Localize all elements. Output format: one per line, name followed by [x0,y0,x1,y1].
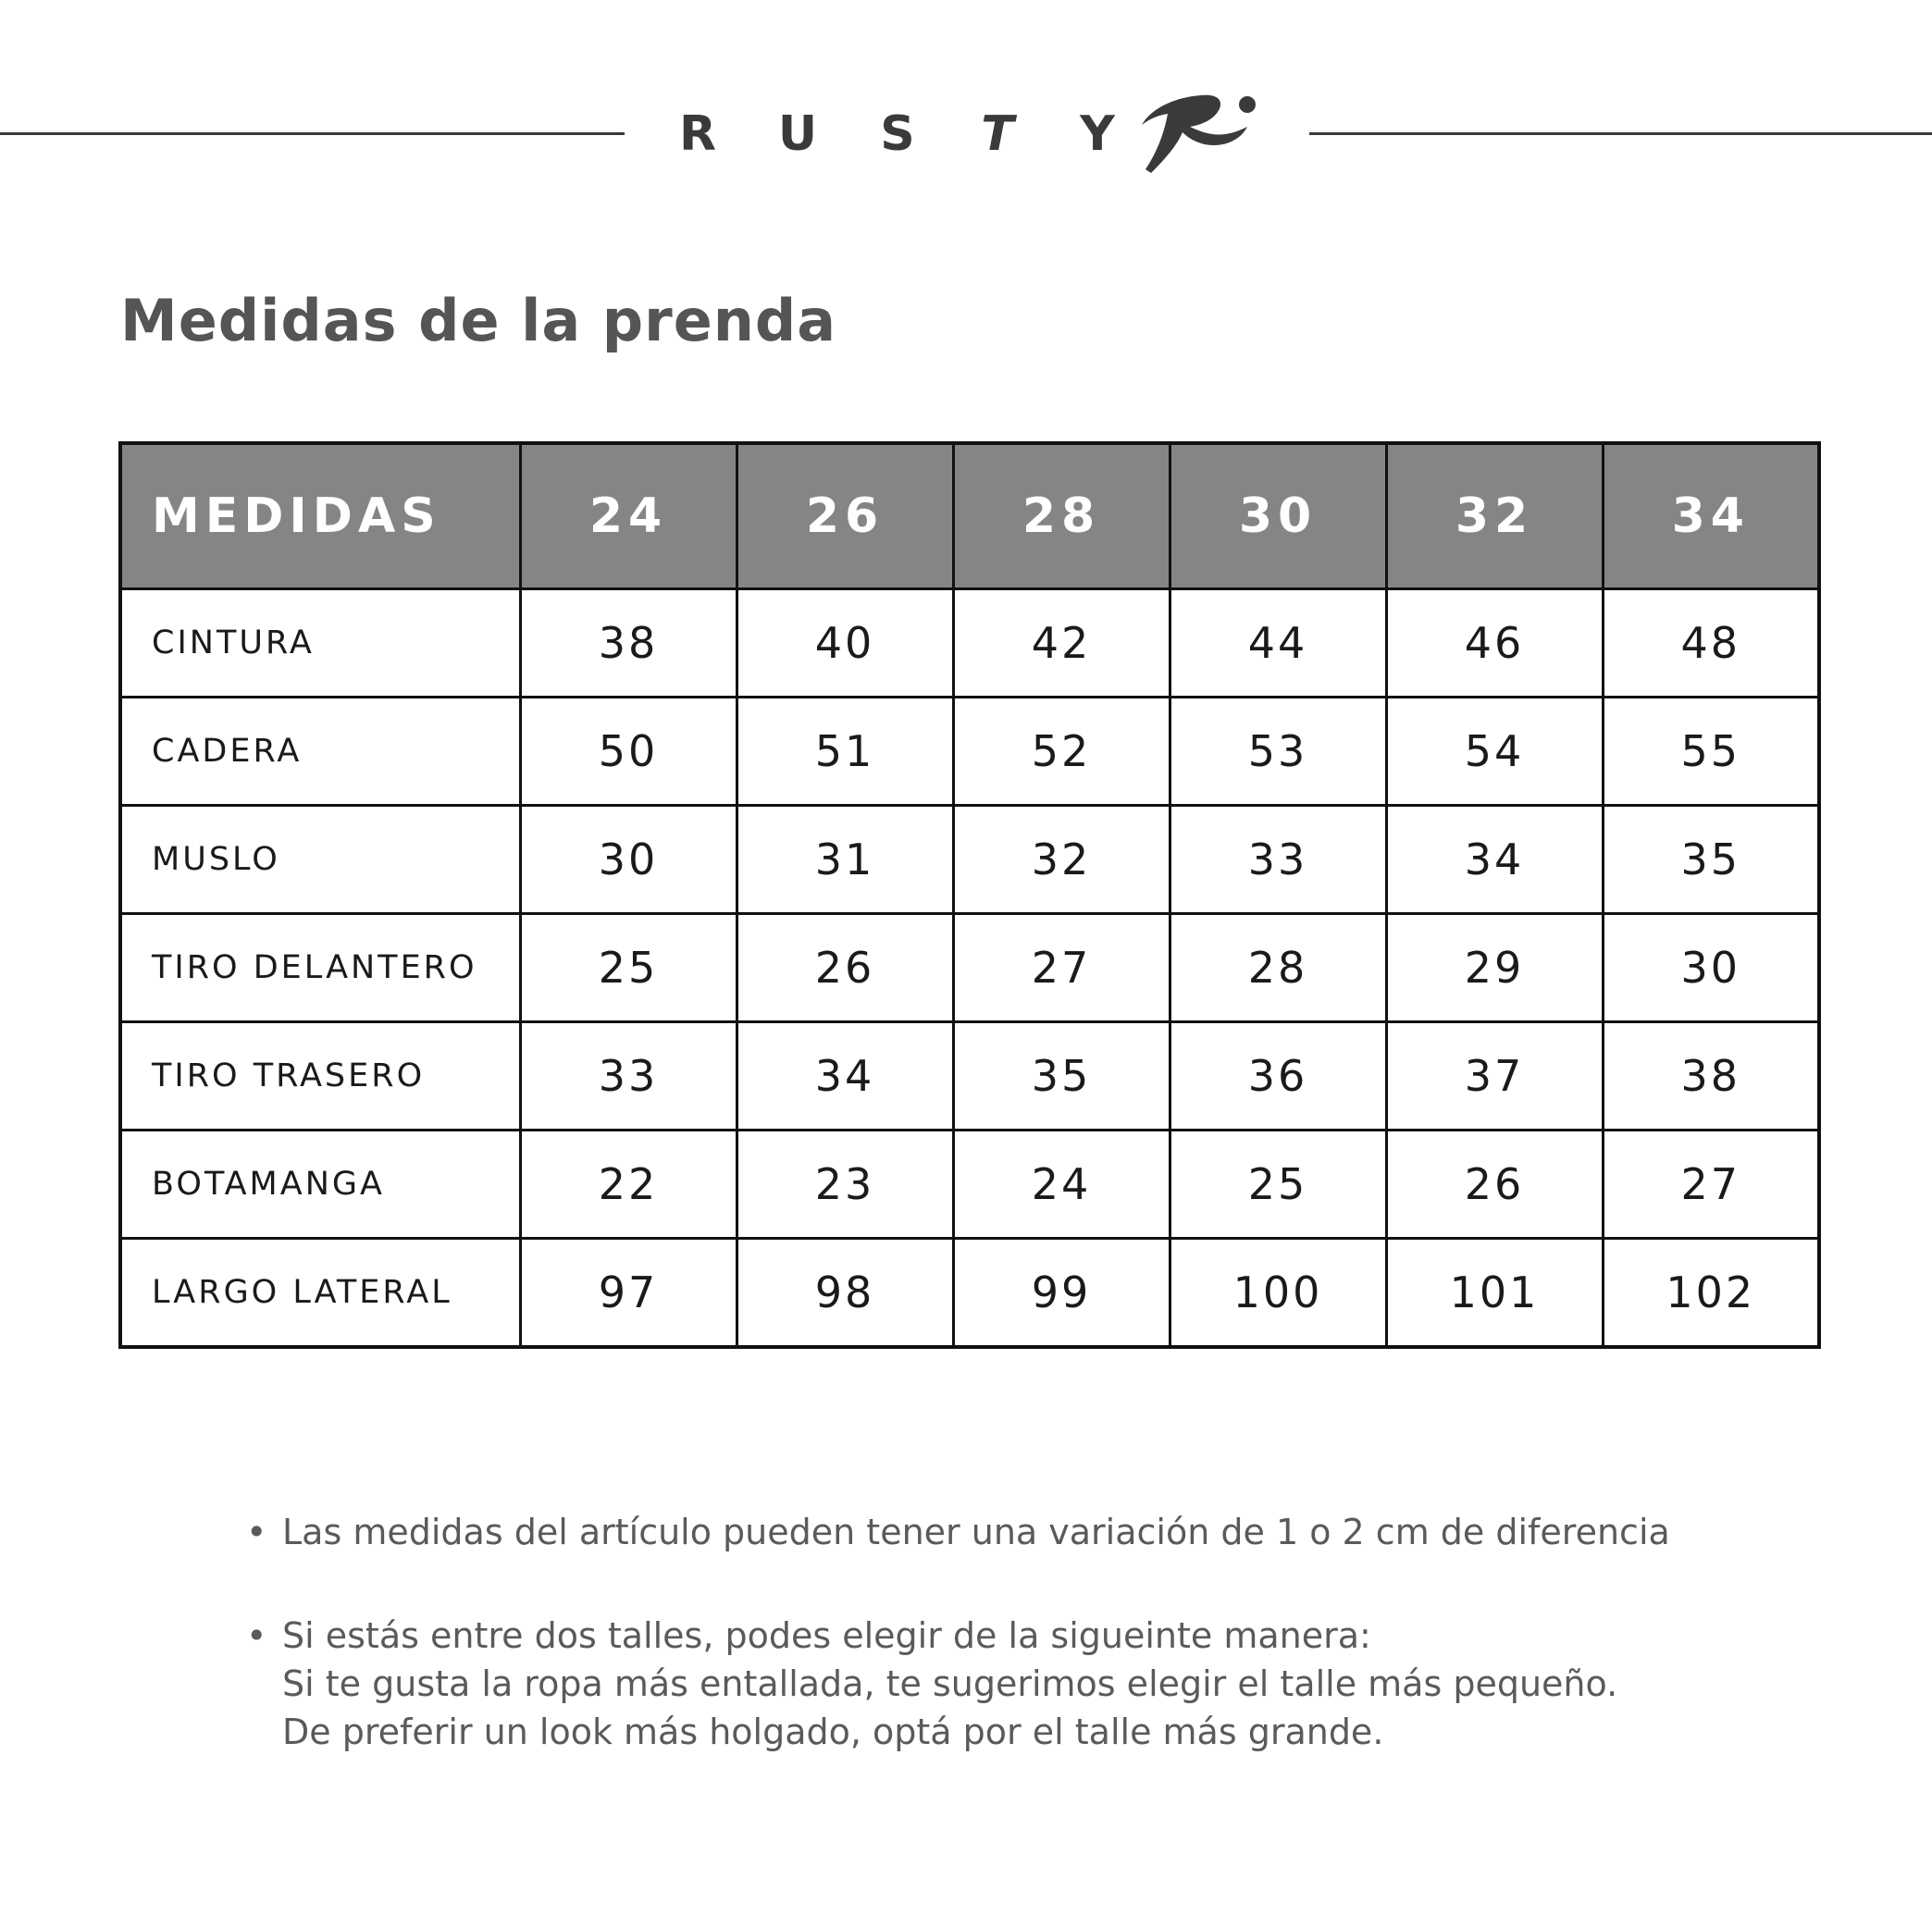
header-size: 34 [1603,443,1819,589]
table-row [120,589,1819,698]
row-label: BOTAMANGA [120,1131,520,1239]
table-cell: 27 [1603,1131,1819,1239]
table-cell: 44 [1170,589,1386,698]
table-cell: 22 [520,1131,737,1239]
table-cell: 32 [953,806,1170,914]
brand-letter: R [678,106,717,162]
table-cell: 28 [1170,914,1386,1022]
table-cell: 98 [737,1239,953,1348]
note-text: Si te gusta la ropa más entallada, te sugerimos elegir el talle más pequeño. [282,1663,1618,1704]
header-size: 30 [1170,443,1386,589]
note-text: Si estás entre dos talles, podes elegir de la sigueinte manera: [282,1615,1371,1656]
table-cell: 26 [1386,1131,1603,1239]
brand-divider-left [0,132,625,135]
table-row [120,806,1819,914]
note-text: De preferir un look más holgado, optá por el talle más grande. [282,1712,1384,1752]
note-item [241,1612,1758,1756]
table-cell: 101 [1386,1239,1603,1348]
table-cell: 30 [520,806,737,914]
notes-list [241,1508,1758,1811]
header-size: 26 [737,443,953,589]
note-item [241,1508,1758,1556]
table-cell: 34 [1386,806,1603,914]
table-cell: 31 [737,806,953,914]
table-row [120,1131,1819,1239]
row-label: TIRO TRASERO [120,1022,520,1131]
row-label: LARGO LATERAL [120,1239,520,1348]
table-cell: 42 [953,589,1170,698]
row-label: CINTURA [120,589,520,698]
table-cell: 40 [737,589,953,698]
table-cell: 48 [1603,589,1819,698]
brand-header [0,88,1932,180]
table-cell: 26 [737,914,953,1022]
brand-letter: T [981,106,1014,162]
row-label: MUSLO [120,806,520,914]
table-cell: 55 [1603,698,1819,806]
table-cell: 38 [520,589,737,698]
table-cell: 33 [1170,806,1386,914]
note-text: Las medidas del artículo pueden tener una variación de 1 o 2 cm de diferencia [282,1512,1670,1552]
table-cell: 38 [1603,1022,1819,1131]
bullet-icon: • [246,1615,267,1656]
header-size: 32 [1386,443,1603,589]
table-cell: 36 [1170,1022,1386,1131]
table-cell: 29 [1386,914,1603,1022]
table-cell: 25 [520,914,737,1022]
table-cell: 23 [737,1131,953,1239]
table-cell: 37 [1386,1022,1603,1131]
table-cell: 25 [1170,1131,1386,1239]
table-row [120,698,1819,806]
rusty-r-logo-icon [1129,88,1268,176]
table-cell: 99 [953,1239,1170,1348]
brand-letter: Y [1080,106,1115,162]
table-cell: 102 [1603,1239,1819,1348]
header-size: 28 [953,443,1170,589]
table-cell: 50 [520,698,737,806]
table-cell: 54 [1386,698,1603,806]
header-size: 24 [520,443,737,589]
table-row [120,1022,1819,1131]
row-label: CADERA [120,698,520,806]
table-cell: 24 [953,1131,1170,1239]
table-cell: 52 [953,698,1170,806]
table-cell: 35 [1603,806,1819,914]
table-cell: 27 [953,914,1170,1022]
bullet-icon: • [246,1512,267,1552]
table-cell: 97 [520,1239,737,1348]
table-cell: 34 [737,1022,953,1131]
brand-letter: S [880,106,915,162]
table-cell: 35 [953,1022,1170,1131]
table-cell: 46 [1386,589,1603,698]
table-cell: 53 [1170,698,1386,806]
table-cell: 100 [1170,1239,1386,1348]
header-label: MEDIDAS [120,443,520,589]
page-title: Medidas de la prenda [120,287,837,354]
table-row [120,914,1819,1022]
table-header-row [120,443,1819,589]
size-table [118,441,1821,1349]
brand-wordmark [648,102,1147,167]
table-cell: 30 [1603,914,1819,1022]
brand-divider-right [1309,132,1932,135]
table-cell: 33 [520,1022,737,1131]
row-label: TIRO DELANTERO [120,914,520,1022]
table-cell: 51 [737,698,953,806]
brand-letter: U [777,106,818,162]
table-row [120,1239,1819,1348]
